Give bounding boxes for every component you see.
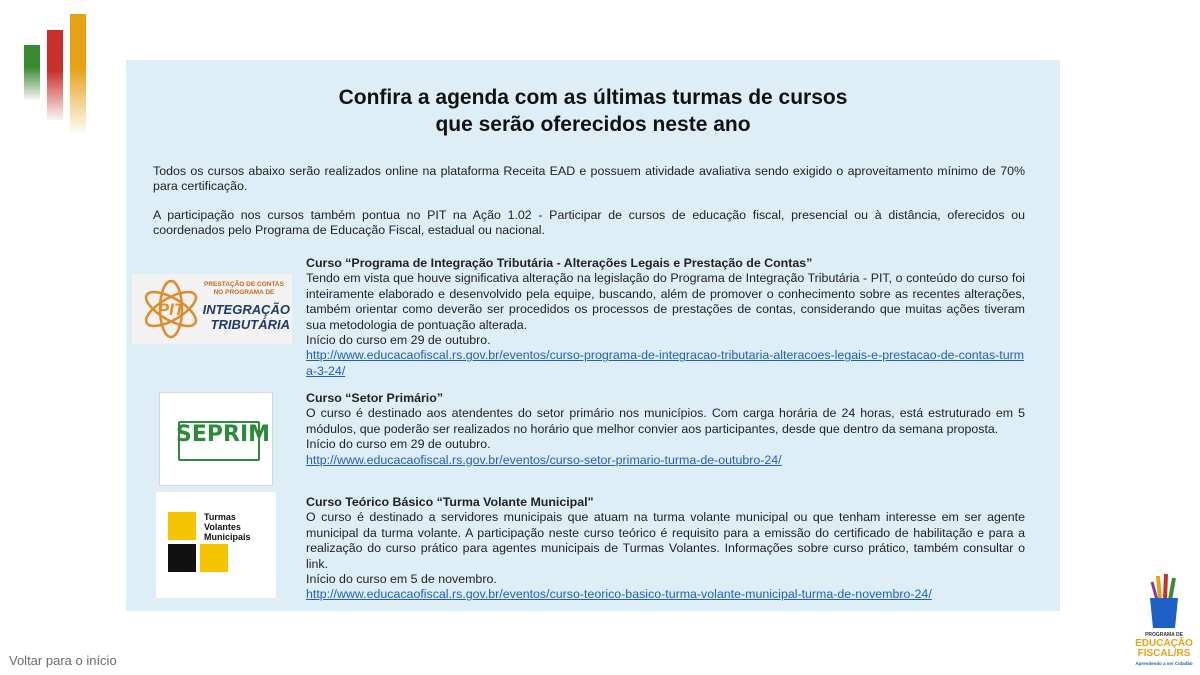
title-line-2: que serão oferecidos neste ano <box>435 113 751 136</box>
pit-logo-main-text <box>182 302 290 332</box>
pit-logo-small-text: PRESTAÇÃO DE CONTAS NO PROGRAMA DE <box>204 281 284 296</box>
course-description: O curso é destinado aos atendentes do setor primário nos municípios. Com carga horária de 24 horas, está estruturado em 5 módulos, que poderão ser realizados no horário que melhor convier aos participantes, desde que dentro da semana proposta. <box>306 406 1025 436</box>
course-item-setor-primario <box>306 391 1025 468</box>
pit-course-logo <box>132 274 292 344</box>
yellow-square-icon <box>168 512 196 540</box>
course-description: Tendo em vista que houve significativa alteração na legislação do Programa de Integração Tributária - PIT, o conteúdo do curso foi inteiramente elaborado e desenvolvido pela equipe, buscando, além de promover o conhecimento sobre as recentes alterações, também orientar como deverão ser procedidos os processos de prestações de contas, considerando que muitas ações tiveram sua metodologia de pontuação alterada. <box>306 271 1025 332</box>
course-title: Curso “Setor Primário” <box>306 391 444 405</box>
course-start-date: Início do curso em 29 de outubro. <box>306 437 491 452</box>
tvm-logo-line-1: Turmas <box>204 512 236 522</box>
pit-logo-line-2: TRIBUTÁRIA <box>210 317 290 332</box>
red-bar <box>47 30 63 120</box>
tvm-logo-line-3: Municipais <box>204 532 251 542</box>
page-title <box>126 84 1060 138</box>
course-description: O curso é destinado a servidores municipais que atuam na turma volante municipal ou que tenham interesse em ser agente municipal da turma volante. A participação neste curso teórico é requisito para a emissão do certificado de habilitação e para a realização do curso prático para agentes municipais de Turmas Volantes. Informações sobre curso prático, também consultar o link. <box>306 510 1025 571</box>
brand-bars-decoration <box>22 12 92 182</box>
intro-paragraph-1: Todos os cursos abaixo serão realizados online na plataforma Receita EAD e possuem atividade avaliativa sendo exigido o aproveitamento mínimo de 70% para certificação. <box>153 164 1025 194</box>
content-panel <box>126 60 1060 611</box>
pencil-cup-icon <box>1132 570 1196 630</box>
pit-logo-letters: PIT <box>157 300 185 319</box>
back-to-start-link[interactable]: Voltar para o início <box>9 653 117 668</box>
course-start-date: Início do curso em 29 de outubro. <box>306 333 491 348</box>
title-line-1: Confira a agenda com as últimas turmas de cursos <box>338 86 848 109</box>
educacao-fiscal-logo <box>1132 570 1196 670</box>
brand-line-2: FISCAL/RS <box>1137 648 1191 659</box>
green-bar <box>24 45 40 100</box>
turmas-volantes-logo <box>156 492 276 598</box>
brand-tagline: Aprendendo a ser Cidadão <box>1135 661 1193 666</box>
course-item-turma-volante <box>306 495 1025 603</box>
course-item-pit <box>306 256 1025 379</box>
brand-small-text: PROGRAMA DE <box>1145 632 1183 638</box>
pit-logo-line-1: INTEGRAÇÃO <box>202 302 290 317</box>
course-start-date: Início do curso em 5 de novembro. <box>306 572 497 587</box>
course-link[interactable]: http://www.educacaofiscal.rs.gov.br/eventos/curso-teorico-basico-turma-volante-municipal-turma-de-novembro-24/ <box>306 587 932 602</box>
course-title: Curso “Programa de Integração Tributária - Alterações Legais e Prestação de Contas” <box>306 256 813 270</box>
course-title: Curso Teórico Básico “Turma Volante Municipal" <box>306 495 594 509</box>
seprim-logo-text: SEPRIM <box>176 422 271 447</box>
course-link[interactable]: http://www.educacaofiscal.rs.gov.br/eventos/curso-programa-de-integracao-tributaria-alteracoes-legais-e-prestacao-de-contas-turma-3-24/ <box>306 348 1025 378</box>
brand-line-1: EDUCAÇÃO <box>1135 638 1193 649</box>
yellow-bar <box>70 14 86 132</box>
black-square-icon <box>168 544 196 572</box>
yellow-square-icon <box>200 544 228 572</box>
intro-paragraph-2: A participação nos cursos também pontua no PIT na Ação 1.02 - Participar de cursos de educação fiscal, presencial ou à distância, oferecidos ou coordenados pelo Programa de Educação Fiscal, estadual ou nacional. <box>153 208 1025 238</box>
seprim-course-logo <box>159 392 273 486</box>
tvm-logo-line-2: Volantes <box>204 522 241 532</box>
tvm-logo-text <box>204 512 251 542</box>
course-link[interactable]: http://www.educacaofiscal.rs.gov.br/eventos/curso-setor-primario-turma-de-outubro-24/ <box>306 452 782 467</box>
